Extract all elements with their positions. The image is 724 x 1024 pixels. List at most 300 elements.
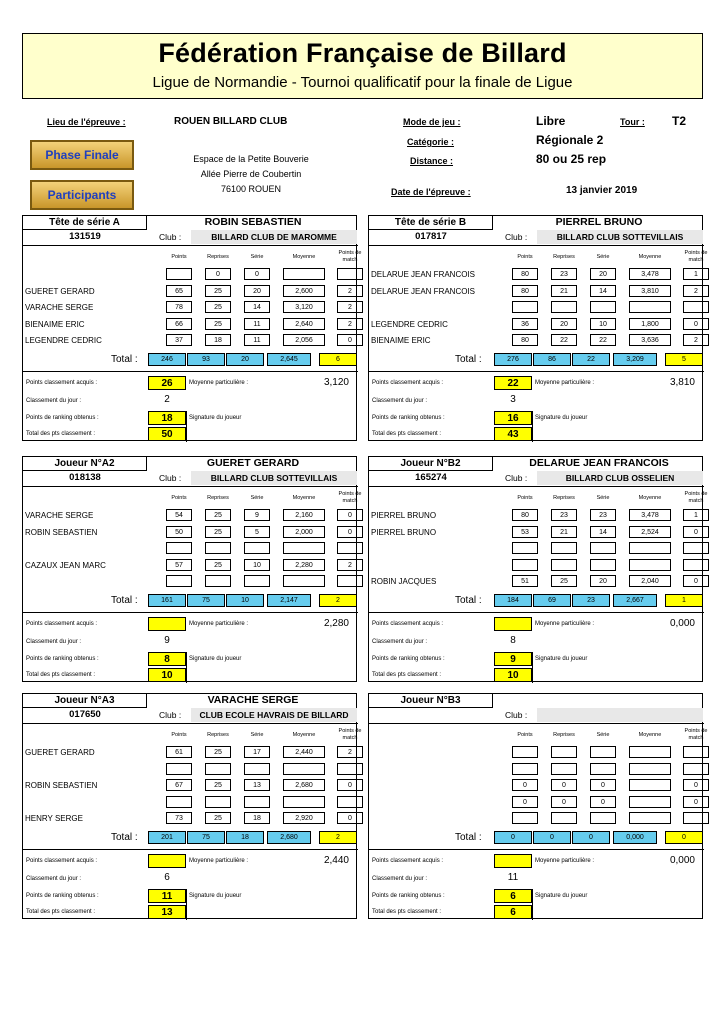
match-cell — [590, 812, 616, 824]
club-label: Club : — [505, 710, 528, 720]
total-row — [23, 829, 358, 847]
total-row — [369, 829, 704, 847]
column-header: Moyenne — [292, 495, 316, 501]
moyenne-particuliere-label: Moyenne particulière : — [189, 621, 249, 627]
distance-value: 80 ou 25 rep — [536, 152, 607, 166]
match-cell: 21 — [551, 285, 577, 297]
address-line-1: Espace de la Petite Bouverie — [193, 154, 309, 164]
opponent-name: ROBIN SEBASTIEN — [25, 781, 98, 790]
date-value: 13 janvier 2019 — [566, 185, 638, 196]
match-cell: 61 — [166, 746, 192, 758]
match-cell: 37 — [166, 334, 192, 346]
match-cell: 0 — [337, 509, 363, 521]
column-header: Points — [517, 495, 533, 501]
match-row — [23, 795, 358, 810]
divider — [369, 723, 704, 724]
match-row — [23, 317, 358, 332]
match-cell — [629, 542, 671, 554]
total-pts-value: 43 — [494, 427, 532, 441]
total-cell: 1 — [665, 594, 703, 607]
acquis-label: Points classement acquis : — [372, 621, 444, 627]
match-cell — [244, 575, 270, 587]
classement-label: Classement du jour : — [26, 639, 82, 645]
match-cell — [337, 268, 363, 280]
match-row — [23, 267, 358, 282]
classement-label: Classement du jour : — [372, 876, 428, 882]
tour-value: T2 — [672, 114, 687, 128]
score-panel — [368, 215, 708, 441]
total-label: Total : — [111, 595, 138, 606]
divider — [23, 486, 358, 487]
match-cell: 2,160 — [283, 509, 325, 521]
total-row — [369, 592, 704, 610]
tour-label: Tour : — [620, 117, 645, 127]
total-pts-label: Total des pts classement : — [372, 672, 442, 678]
match-cell — [205, 796, 231, 808]
match-cell: 0 — [551, 779, 577, 791]
column-header: Moyenne — [638, 254, 662, 260]
match-cell: 2 — [337, 318, 363, 330]
match-cell — [283, 268, 325, 280]
match-cell — [244, 796, 270, 808]
match-cell — [244, 542, 270, 554]
match-cell: 25 — [205, 559, 231, 571]
match-cell: 80 — [512, 509, 538, 521]
match-cell — [244, 763, 270, 775]
acquis-label: Points classement acquis : — [372, 858, 444, 864]
match-cell — [629, 559, 671, 571]
moyenne-particuliere-label: Moyenne particulière : — [189, 380, 249, 386]
match-cell: 20 — [590, 268, 616, 280]
opponent-name: DELARUE JEAN FRANCOIS — [371, 286, 476, 296]
match-cell: 0 — [683, 779, 709, 791]
total-cell: 93 — [187, 353, 225, 366]
classement-value: 11 — [507, 872, 519, 883]
address-line-2: Allée Pierre de Coubertin — [200, 169, 302, 179]
match-cell: 2 — [337, 301, 363, 313]
acquis-value — [148, 617, 186, 631]
opponent-name: GUERET GERARD — [25, 286, 95, 296]
column-header: Série — [250, 495, 264, 501]
match-row — [369, 333, 704, 348]
total-row — [369, 351, 704, 369]
match-row — [369, 300, 704, 315]
match-cell: 3,810 — [629, 285, 671, 297]
match-cell: 2,000 — [283, 526, 325, 538]
total-cell: 0 — [572, 831, 610, 844]
divider — [369, 849, 704, 850]
match-row — [369, 574, 704, 589]
opponent-name: BIENAIME ERIC — [371, 336, 431, 345]
total-cell: 161 — [148, 594, 186, 607]
ranking-value: 16 — [494, 411, 532, 425]
match-cell: 22 — [551, 334, 577, 346]
total-row — [23, 592, 358, 610]
total-pts-label: Total des pts classement : — [26, 431, 96, 437]
club-label: Club : — [505, 473, 528, 483]
match-cell — [283, 575, 325, 587]
match-cell — [683, 542, 709, 554]
match-cell: 80 — [512, 334, 538, 346]
mode-value: Libre — [536, 114, 566, 128]
acquis-value — [148, 854, 186, 868]
match-cell: 0 — [512, 779, 538, 791]
player-name: DELARUE JEAN FRANCOIS — [529, 457, 669, 469]
match-cell — [551, 812, 577, 824]
match-cell: 67 — [166, 779, 192, 791]
match-cell — [590, 559, 616, 571]
signature-label: Signature du joueur — [535, 415, 588, 421]
match-cell: 3,478 — [629, 268, 671, 280]
match-cell — [512, 812, 538, 824]
match-cell — [337, 763, 363, 775]
match-cell: 9 — [244, 509, 270, 521]
divider — [186, 652, 187, 683]
match-cell — [551, 301, 577, 313]
page-subtitle: Ligue de Normandie - Tournoi qualificatif pour la finale de Ligue — [152, 74, 573, 91]
match-cell: 17 — [244, 746, 270, 758]
opponent-name: DELARUE JEAN FRANCOIS — [371, 270, 476, 279]
match-cell: 25 — [205, 779, 231, 791]
classement-label: Classement du jour : — [26, 398, 82, 404]
divider — [23, 723, 358, 724]
page-title: Fédération Française de Billard — [158, 38, 567, 68]
match-cell: 2,600 — [283, 285, 325, 297]
divider — [369, 612, 704, 613]
match-cell — [205, 575, 231, 587]
match-row — [23, 762, 358, 777]
match-cell: 65 — [166, 285, 192, 297]
divider — [23, 612, 358, 613]
participants-button[interactable]: Participants — [30, 180, 134, 210]
total-cell: 276 — [494, 353, 532, 366]
club-name: BILLARD CLUB DE MAROMME — [191, 230, 357, 244]
match-cell: 2,640 — [283, 318, 325, 330]
match-cell: 0 — [590, 779, 616, 791]
match-row — [23, 525, 358, 540]
total-cell: 246 — [148, 353, 186, 366]
lieu-value: ROUEN BILLARD CLUB — [174, 116, 288, 127]
opponent-name: ROBIN JACQUES — [371, 577, 437, 586]
acquis-value — [494, 854, 532, 868]
match-row — [369, 745, 704, 760]
club-name — [537, 708, 703, 722]
total-cell: 18 — [226, 831, 264, 844]
categorie-label: Catégorie : — [407, 137, 455, 147]
signature-label: Signature du joueur — [189, 893, 242, 899]
total-cell: 184 — [494, 594, 532, 607]
total-cell: 2,645 — [267, 353, 311, 366]
column-header: Points — [517, 254, 533, 260]
match-cell: 10 — [590, 318, 616, 330]
club-label: Club : — [159, 473, 182, 483]
license-number: 131519 — [69, 231, 101, 242]
match-cell — [337, 796, 363, 808]
opponent-name: CAZAUX JEAN MARC — [25, 560, 106, 570]
match-cell — [205, 542, 231, 554]
panel-title: Joueur N°B3 — [369, 694, 493, 708]
panel-title: Tête de série A — [23, 216, 147, 230]
opponent-name: VARACHE SERGE — [25, 511, 94, 520]
match-cell — [166, 268, 192, 280]
match-cell: 80 — [512, 268, 538, 280]
ranking-label: Points de ranking obtenus : — [26, 415, 99, 421]
panel-title: Tête de série B — [369, 216, 493, 230]
moyenne-particuliere-value: 3,120 — [323, 377, 349, 388]
match-row — [369, 778, 704, 793]
opponent-name: GUERET GERARD — [25, 748, 95, 757]
match-cell — [629, 763, 671, 775]
total-cell: 2,680 — [267, 831, 311, 844]
player-name: PIERREL BRUNO — [555, 216, 643, 228]
match-cell: 1,800 — [629, 318, 671, 330]
match-cell — [590, 301, 616, 313]
column-header: Moyenne — [638, 495, 662, 501]
column-header: Série — [250, 254, 264, 260]
column-header: Points — [517, 732, 533, 738]
match-cell: 1 — [683, 268, 709, 280]
match-cell: 50 — [166, 526, 192, 538]
player-name: VARACHE SERGE — [207, 694, 299, 706]
match-cell: 2,680 — [283, 779, 325, 791]
classement-value: 8 — [510, 635, 516, 646]
match-cell: 0 — [337, 526, 363, 538]
match-cell — [683, 812, 709, 824]
column-header: Série — [250, 732, 264, 738]
acquis-value: 22 — [494, 376, 532, 390]
distance-label: Distance : — [410, 156, 454, 166]
match-cell: 0 — [205, 268, 231, 280]
ranking-label: Points de ranking obtenus : — [26, 656, 99, 662]
column-header: Points de match — [338, 250, 362, 263]
license-number: 017650 — [69, 709, 101, 720]
club-label: Club : — [159, 710, 182, 720]
acquis-label: Points classement acquis : — [372, 380, 444, 386]
opponent-name: PIERREL BRUNO — [371, 511, 437, 520]
ranking-label: Points de ranking obtenus : — [372, 893, 445, 899]
match-row — [23, 745, 358, 760]
moyenne-particuliere-label: Moyenne particulière : — [189, 858, 249, 864]
ranking-value: 18 — [148, 411, 186, 425]
match-row — [369, 541, 704, 556]
column-header: Points de match — [338, 491, 362, 504]
match-cell: 57 — [166, 559, 192, 571]
acquis-label: Points classement acquis : — [26, 858, 98, 864]
match-cell: 36 — [512, 318, 538, 330]
moyenne-particuliere-label: Moyenne particulière : — [535, 380, 595, 386]
match-cell: 0 — [244, 268, 270, 280]
total-pts-value: 13 — [148, 905, 186, 919]
match-cell: 22 — [590, 334, 616, 346]
match-row — [369, 525, 704, 540]
divider — [23, 371, 358, 372]
lieu-label: Lieu de l'épreuve : — [47, 117, 126, 127]
classement-value: 2 — [164, 394, 170, 405]
signature-label: Signature du joueur — [189, 415, 242, 421]
divider — [186, 411, 187, 442]
phase-finale-button[interactable]: Phase Finale — [30, 140, 134, 170]
divider — [186, 889, 187, 920]
match-cell: 0 — [551, 796, 577, 808]
match-cell: 2 — [683, 285, 709, 297]
match-cell: 2,280 — [283, 559, 325, 571]
match-cell: 25 — [205, 285, 231, 297]
total-pts-label: Total des pts classement : — [26, 672, 96, 678]
match-row — [369, 317, 704, 332]
total-cell: 23 — [572, 594, 610, 607]
match-cell: 53 — [512, 526, 538, 538]
total-cell: 69 — [533, 594, 571, 607]
total-cell: 10 — [226, 594, 264, 607]
match-row — [23, 508, 358, 523]
total-cell: 75 — [187, 831, 225, 844]
match-cell: 20 — [590, 575, 616, 587]
score-panel — [22, 456, 362, 682]
panel-title: Joueur N°A3 — [23, 694, 147, 708]
match-cell: 14 — [244, 301, 270, 313]
mode-label: Mode de jeu : — [403, 117, 461, 127]
match-row — [23, 284, 358, 299]
date-label: Date de l'épreuve : — [391, 187, 471, 197]
match-cell: 23 — [551, 268, 577, 280]
match-cell — [683, 746, 709, 758]
match-cell: 3,478 — [629, 509, 671, 521]
classement-value: 3 — [510, 394, 516, 405]
score-panel — [368, 456, 708, 682]
match-row — [23, 300, 358, 315]
match-cell: 11 — [244, 318, 270, 330]
classement-label: Classement du jour : — [26, 876, 82, 882]
match-cell: 0 — [683, 526, 709, 538]
match-cell: 18 — [205, 334, 231, 346]
match-cell: 2,056 — [283, 334, 325, 346]
total-label: Total : — [455, 832, 482, 843]
total-pts-value: 50 — [148, 427, 186, 441]
player-name: GUERET GERARD — [206, 457, 300, 469]
panel-title: Joueur N°B2 — [369, 457, 493, 471]
match-cell — [166, 796, 192, 808]
match-cell: 2,524 — [629, 526, 671, 538]
match-cell — [283, 763, 325, 775]
total-cell: 20 — [226, 353, 264, 366]
match-cell — [512, 763, 538, 775]
match-cell — [629, 796, 671, 808]
match-cell: 18 — [244, 812, 270, 824]
match-cell: 10 — [244, 559, 270, 571]
total-label: Total : — [111, 354, 138, 365]
match-row — [23, 333, 358, 348]
address-line-3: 76100 ROUEN — [220, 184, 282, 194]
total-cell: 0 — [494, 831, 532, 844]
match-cell: 2 — [337, 559, 363, 571]
match-row — [369, 795, 704, 810]
match-cell: 1 — [683, 509, 709, 521]
match-cell: 0 — [683, 796, 709, 808]
moyenne-particuliere-value: 2,280 — [323, 618, 349, 629]
divider — [369, 371, 704, 372]
total-pts-value: 10 — [148, 668, 186, 682]
acquis-label: Points classement acquis : — [26, 380, 98, 386]
signature-label: Signature du joueur — [535, 893, 588, 899]
classement-value: 9 — [164, 635, 170, 646]
match-cell: 25 — [205, 318, 231, 330]
match-cell: 13 — [244, 779, 270, 791]
column-header: Points de match — [338, 728, 362, 741]
total-row — [23, 351, 358, 369]
opponent-name: HENRY SERGE — [25, 814, 83, 823]
total-cell: 201 — [148, 831, 186, 844]
match-row — [23, 574, 358, 589]
classement-label: Classement du jour : — [372, 398, 428, 404]
score-panel — [368, 693, 708, 919]
license-number: 017817 — [415, 231, 447, 242]
match-cell: 0 — [337, 779, 363, 791]
club-name: BILLARD CLUB SOTTEVILLAIS — [537, 230, 703, 244]
divider — [369, 486, 704, 487]
match-cell: 25 — [205, 301, 231, 313]
match-row — [369, 762, 704, 777]
total-pts-label: Total des pts classement : — [372, 909, 442, 915]
match-cell: 14 — [590, 526, 616, 538]
match-cell — [590, 542, 616, 554]
column-header: Moyenne — [292, 254, 316, 260]
match-cell: 3,120 — [283, 301, 325, 313]
match-cell — [683, 301, 709, 313]
match-row — [23, 541, 358, 556]
opponent-name: BIENAIME ERIC — [25, 319, 85, 329]
total-label: Total : — [455, 595, 482, 606]
ranking-label: Points de ranking obtenus : — [372, 656, 445, 662]
match-cell — [512, 746, 538, 758]
total-cell: 0 — [665, 831, 703, 844]
ranking-value: 6 — [494, 889, 532, 903]
column-header: Points de match — [684, 491, 708, 504]
match-cell: 78 — [166, 301, 192, 313]
total-cell: 6 — [319, 353, 357, 366]
match-cell — [590, 763, 616, 775]
match-cell: 2 — [337, 746, 363, 758]
match-cell: 14 — [590, 285, 616, 297]
match-cell — [629, 746, 671, 758]
match-cell: 0 — [683, 318, 709, 330]
opponent-name: LEGENDRE CEDRIC — [25, 336, 102, 345]
match-cell: 0 — [337, 812, 363, 824]
club-label: Club : — [505, 232, 528, 242]
total-pts-value: 10 — [494, 668, 532, 682]
score-panel — [22, 693, 362, 919]
match-cell — [337, 575, 363, 587]
match-cell: 0 — [590, 796, 616, 808]
club-label: Club : — [159, 232, 182, 242]
column-header: Série — [596, 495, 610, 501]
match-cell: 23 — [590, 509, 616, 521]
opponent-name: PIERREL BRUNO — [371, 527, 437, 537]
total-cell: 86 — [533, 353, 571, 366]
match-cell: 66 — [166, 318, 192, 330]
match-cell — [551, 763, 577, 775]
moyenne-particuliere-value: 3,810 — [669, 377, 695, 388]
match-cell — [512, 301, 538, 313]
title-banner — [22, 33, 703, 99]
signature-label: Signature du joueur — [189, 656, 242, 662]
match-cell — [590, 746, 616, 758]
match-cell: 20 — [551, 318, 577, 330]
column-header: Reprises — [207, 254, 229, 260]
match-cell: 73 — [166, 812, 192, 824]
total-pts-value: 6 — [494, 905, 532, 919]
moyenne-particuliere-label: Moyenne particulière : — [535, 621, 595, 627]
total-cell: 2,667 — [613, 594, 657, 607]
